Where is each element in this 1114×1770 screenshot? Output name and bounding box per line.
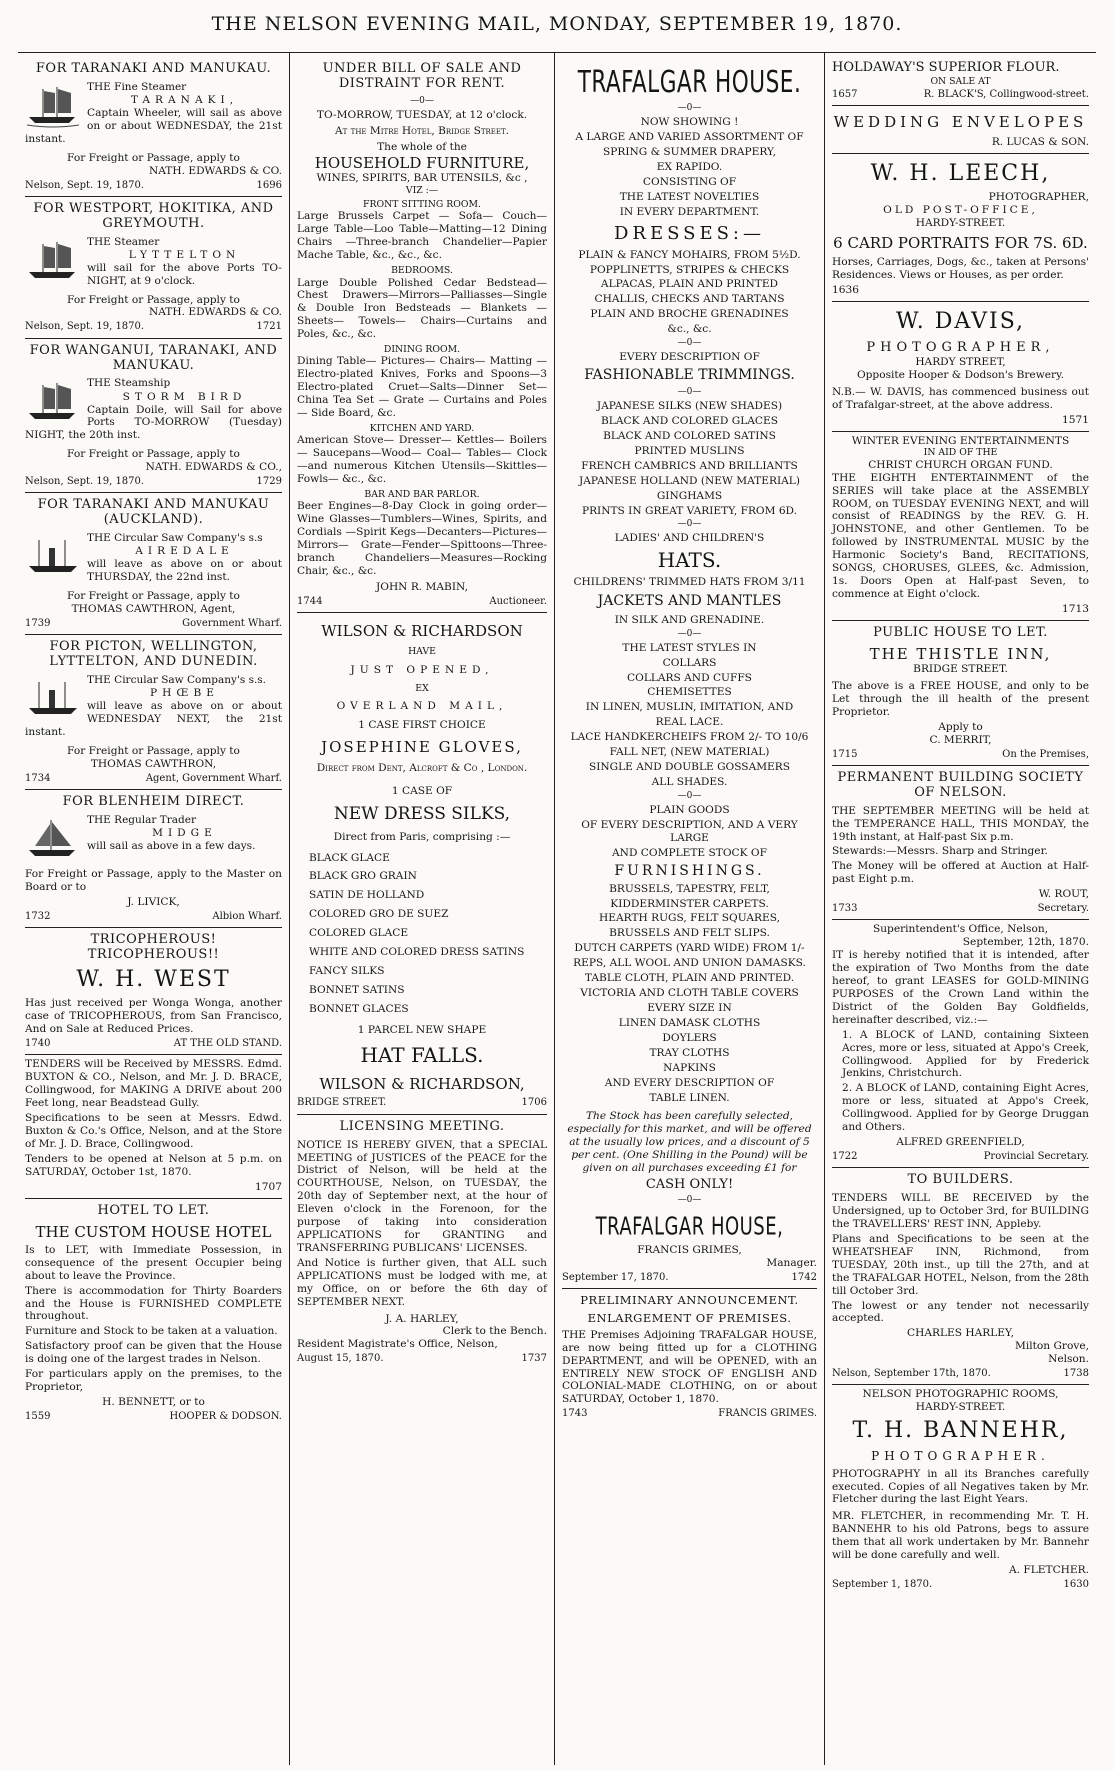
section-heading: BAR AND BAR PARLOR.	[364, 489, 480, 501]
list-item: PLAIN GOODS	[649, 803, 730, 816]
list-item: BONNET GLACES	[309, 1002, 409, 1015]
ad-trafalgar-house: TRAFALGAR HOUSE. —0— NOW SHOWING ! A LARGE AND VARIED ASSORTMENT OF SPRING & SUMMER DRAPERY, EX RAPIDO. CONSISTING OF THE LATEST NOVELTIES IN EVERY DEPARTMENT. DRESSES:— PLAIN & FANCY MOHAIRS, FROM 5½D. POPPLINETTS, STRIPES & CHECKS ALPACAS, PLAIN AND PRINTED CHALLIS, CHECKS AND TARTANS PLAIN AND BROCHE GRENADINES &c., &c. —0— EVERY DESCRIPTION OF FASHIONABLE TRIMMINGS. —0— JAPANESE SILKS (NEW SHADES) BLACK AND COLORED GLACES BLACK AND COLORED SATINS PRINTED MUSLINS FRENCH CAMBRICS AND BRILLIANTS JAPANESE HOLLAND (NEW MATERIAL) GINGHAMS PRINTS IN GREAT VARIETY, FROM 6D. —0— LADIES' AND CHILDREN'S HATS. CHILDRENS' TRIMMED HATS FROM 3/11 JACKETS AND MANTLES IN SILK AND GRENADINE. —0— THE LATEST STYLES IN COLLARS COLLARS AND CUFFS CHEMISETTES IN LINEN, MUSLIN, IMITATION, AND REAL LACE. LACE HANDKERCHEIFS FROM 2/- TO 10/6 FALL NET, (NEW MATERIAL) SINGLE AND DOUBLE GOSSAMERS ALL SHADES. —0— PLAIN GOODS OF EVERY DESCRIPTION, AND A VERY LARGE AND COMPLETE STOCK OF FURNISHINGS. BRUSSELS, TAPESTRY, FELT, KIDDERMINSTER CARPETS. HEARTH RUGS, FELT SQUARES, BRUSSELS AND FELT SLIPS. DUTCH CARPETS (YARD WIDE) FROM 1/- REPS, ALL WOOL AND UNION DAMASKS. TABLE CLOTH, PLAIN AND PRINTED. VICTORIA AND CLOTH TABLE COVERS EVERY SIZE IN LINEN DAMASK CLOTHS DOYLERS TRAY CLOTHS NAPKINS AND EVERY DESCRIPTION OF TABLE LINEN. The Stock has been carefully selected, especially for this market, and will be offered at the usually low prices, and a discount of 5 per cent. (One Shilling in the Pound) will be given on all purchases exceeding £1 for CASH ONLY! —0— TRAFALGAR HOUSE, FRANCIS GRIMES, Manager. September 17, 1870. 1742	[562, 57, 817, 1289]
list-item: BRUSSELS, TAPESTRY, FELT,	[609, 882, 770, 895]
ad-enlargement: PRELIMINARY ANNOUNCEMENT. ENLARGEMENT OF PREMISES. THE Premises Adjoining TRAFALGAR HOUSE, are now being fitted up for a CLOTHING DEPARTMENT, and will be OPENED, with an ENTIRELY NEW STOCK OF ENGLISH AND COLONIAL-MADE CLOTHING, on or about SATURDAY, October 1, 1870. 1743 FRANCIS GRIMES.	[562, 1293, 817, 1420]
ad-lyttelton: FOR WESTPORT, HOKITIKA, AND GREYMOUTH. THE Steamer LYTTELTON will sail for the above Ports TO-NIGHT, at 9 o'clock. For Freight or Passage, apply to NATH. EDWARDS & CO. Nelson, Sept. 19, 1870. 1721	[25, 197, 282, 339]
ad-airedale: FOR TARANAKI AND MANUKAU (AUCKLAND). THE Circular Saw Company's s.s AIREDALE will leave as above on or about THURSDAY, the 22nd inst. For Freight or Passage, apply to THOMAS CAWTHRON, Agent, 1739 Government Wharf.	[25, 493, 282, 635]
list-item: BLACK AND COLORED SATINS	[603, 429, 776, 442]
section-text: Large Double Polished Cedar Bedstead—Chest Drawers—Mirrors—Palliasses—Single & Double Iron Bedsteads — Blankets — Sheets— Towels— Chairs—Curtains and Poles, &c., &c.	[297, 276, 547, 341]
list-item: EVERY DESCRIPTION OF	[619, 351, 760, 364]
column-2	[290, 53, 555, 1765]
list-item: TABLE CLOTH, PLAIN AND PRINTED.	[584, 972, 795, 985]
ad-bannehr: NELSON PHOTOGRAPHIC ROOMS, HARDY-STREET. T. H. BANNEHR, PHOTOGRAPHER. PHOTOGRAPHY in all its Branches carefully executed. Copies of all Negatives taken by Mr. Fletcher during the last Eight Years. MR. FLETCHER, in recommending Mr. T. H. BANNEHR to his old Patrons, begs to assure them that all work undertaken by Mr. Bannehr will be done carefully and well. A. FLETCHER. September 1, 1870. 1630	[832, 1388, 1089, 1590]
list-item: WHITE AND COLORED DRESS SATINS	[309, 946, 525, 959]
ad-hotel-to-let: HOTEL TO LET. THE CUSTOM HOUSE HOTEL Is to LET, with Immediate Possession, in consequence of the present Occupier being about to leave the Province. There is accommodation for Thirty Boarders and the House is FURNISHED COMPLETE throughout. Furniture and Stock to be taken at a valuation. Satisfactory proof can be given that the House is doing one of the largest trades in Nelson. For particulars apply on the premises, to the Proprietor, H. BENNETT, or to 1559 HOOPER & DODSON.	[25, 1202, 282, 1422]
section-heading: FRONT SITTING ROOM.	[363, 199, 481, 211]
list-item: SATIN DE HOLLAND	[309, 889, 425, 902]
list-item: DOYLERS	[662, 1031, 717, 1044]
list-item: —0—	[677, 103, 702, 114]
list-item: HEARTH RUGS, FELT SQUARES,	[599, 912, 780, 925]
list-item: AND EVERY DESCRIPTION OF	[604, 1076, 775, 1089]
ad-heading: FOR TARANAKI AND MANUKAU.	[35, 61, 272, 76]
section-text: Dining Table— Pictures— Chairs— Matting — Electro-plated Knives, Forks and Spoons—3 Electro-plated Cruet—Salts—Dinner Set—China Tea Set — Grate — Curtains and Poles— Side Board, &c.	[297, 355, 547, 420]
list-item: OF EVERY DESCRIPTION, AND A VERY LARGE	[581, 818, 798, 844]
list-item: TABLE LINEN.	[649, 1091, 730, 1104]
list-item: ALPACAS, PLAIN AND PRINTED	[600, 278, 779, 291]
list-item: DUTCH CARPETS (YARD WIDE) FROM 1/-	[574, 942, 805, 955]
ad-winter-entertainments: WINTER EVENING ENTERTAINMENTS IN AID OF THE CHRIST CHURCH ORGAN FUND. THE EIGHTH ENTERTAINMENT of the SERIES will take place at the ASSEMBLY ROOM, on TUESDAY EVENING NEXT, and will consist of READINGS by the REV. G. H. JOHNSTONE, and other Gentlemen. To be followed by INSTRUMENTAL MUSIC by the Harmonic Society's Band, RECITATIONS, SONGS, CHORUSES, GLEES, &c. Admission, 1s. Doors Open at Half-past Seven, to commence at Eight o'clock. 1713	[832, 432, 1089, 621]
section-text: Beer Engines—8-Day Clock in going order—Wine Glasses—Tumblers—Wines, Spirits, and Cordials —Spirit Kegs—Decanters—Pictures—Mirrors— Grate—Fender—Spittoons—Three-branch Chandeliers—Measures—Rocking Chair, &c., &c.	[297, 500, 547, 577]
column-4	[825, 53, 1096, 1765]
list-item: BLACK GLACE	[309, 851, 390, 864]
ad-public-house: PUBLIC HOUSE TO LET. THE THISTLE INN, BRIDGE STREET. The above is a FREE HOUSE, and only to be Let through the ill health of the present Proprietor. Apply to C. MERRIT, 1715 On the Premises,	[832, 621, 1089, 766]
list-item: NAPKINS	[663, 1061, 716, 1074]
sale-sections	[297, 199, 547, 578]
ad-licensing-meeting: LICENSING MEETING. NOTICE IS HEREBY GIVEN, that a SPECIAL MEETING of JUSTICES of the PEACE for the District of Nelson, will be held at the COURTHOUSE, Nelson, on TUESDAY, the 20th day of September next, at the hour of Eleven o'clock in the Forenoon, for the purpose of taking into consideration APPLICATIONS for GRANTING and TRANSFERRING PUBLICANS' LICENSES. And Notice is further given, that ALL such APPLICATIONS must be lodged with me, at my Office, on or before the 6th day of SEPTEMBER NEXT. J. A. HARLEY, Clerk to the Bench. Resident Magistrate's Office, Nelson, August 15, 1870. 1737	[297, 1118, 547, 1365]
list-item: KIDDERMINSTER CARPETS.	[610, 897, 769, 910]
list-item: BRUSSELS AND FELT SLIPS.	[609, 927, 770, 940]
ship-icon	[25, 379, 81, 425]
list-item: AND COMPLETE STOCK OF	[612, 846, 767, 859]
list-item: COLORED GRO DE SUEZ	[309, 908, 449, 921]
ad-storm-bird: FOR WANGANUI, TARANAKI, AND MANUKAU. THE Steamship STORM BIRD Captain Doile, will Sail for above Ports TO-MORROW (Tuesday) NIGHT, the 20th inst. For Freight or Passage, apply to NATH. EDWARDS & CO., Nelson, Sept. 19, 1870. 1729	[25, 339, 282, 494]
list-item: COLORED GLACE	[309, 927, 409, 940]
ship-name: TARANAKI,	[130, 94, 239, 107]
ad-to-builders: TO BUILDERS. TENDERS WILL BE RECEIVED by the Undersigned, up to October 3rd, for BUILDING the TRAVELLERS' REST INN, Appleby. Plans and Specifications to be seen at the WHEATSHEAF INN, Richmond, from TUESDAY, 20th inst., up till the 27th, and at the TRAFALGAR HOTEL, Nelson, from the 28th till October 3rd. The lowest or any tender not necessarily accepted. CHARLES HARLEY, Milton Grove, Nelson. Nelson, September 17th, 1870. 1738	[832, 1168, 1089, 1385]
ad-flour: HOLDAWAY'S SUPERIOR FLOUR. ON SALE AT 1657 R. BLACK'S, Collingwood-street.	[832, 57, 1089, 106]
list-item: —0—	[677, 387, 702, 398]
advertiser-name: W. H. WEST	[76, 966, 231, 992]
list-item: CONSISTING OF	[642, 175, 737, 188]
list-item: IN SILK AND GRENADINE.	[614, 613, 765, 626]
list-item: EX RAPIDO.	[656, 161, 723, 173]
ad-bill-of-sale: UNDER BILL OF SALE AND DISTRAINT FOR RENT. —0— TO-MORROW, TUESDAY, at 12 o'clock. At the Mitre Hotel, Bridge Street. The whole of the HOUSEHOLD FURNITURE, WINES, SPIRITS, BAR UTENSILS, &c , VIZ :— FRONT SITTING ROOM. Large Brussels Carpet — Sofa— Couch—Large Table—Loo Table—Matting—12 Dining Chairs —Three-branch Chandelier—Papier Mache Table, &c., &c., &c. BEDROOMS. Large Double Polished Cedar Bedstead—Chest Drawers—Mirrors—Palliasses—Single & Double Iron Bedsteads — Blankets — Sheets— Towels— Chairs—Curtains and Poles, &c., &c. DINING ROOM. Dining Table— Pictures— Chairs— Matting — Electro-plated Knives, Forks and Spoons—3 Electro-plated Cruet—Salts—Dinner Set—China Tea Set — Grate — Curtains and Poles— Side Board, &c. KITCHEN AND YARD. American Stove— Dresser— Kettles— Boilers— Saucepans—Wood— Coal— Tables— Clock—and numerous Kitchen Utensils—Skittles—Fowls— &c., &c. BAR AND BAR PARLOR. Beer Engines—8-Day Clock in going order—Wine Glasses—Tumblers—Wines, Spirits, and Cordials —Spirit Kegs—Decanters—Pictures—Mirrors— Grate—Fender—Spittoons—Three-branch Chandeliers—Measures—Rocking Chair, &c., &c. JOHN R. MABIN, 1744 Auctioneer.	[297, 57, 547, 613]
list-item: PLAIN & FANCY MOHAIRS, FROM 5½D.	[578, 248, 801, 261]
list-item: BLACK AND COLORED GLACES	[601, 415, 778, 428]
section-text: Large Brussels Carpet — Sofa— Couch—Large Table—Loo Table—Matting—12 Dining Chairs —Three-branch Chandelier—Papier Mache Table, &c., &c., &c.	[297, 210, 547, 262]
ship-icon	[25, 816, 81, 862]
list-item: BLACK GRO GRAIN	[309, 870, 417, 883]
ad-davis: W. DAVIS, PHOTOGRAPHER, HARDY STREET, Opposite Hooper & Dodson's Brewery. N.B.— W. DAVIS, has commenced business out of Trafalgar-street, at the above address. 1571	[832, 302, 1089, 431]
list-item: REAL LACE.	[655, 716, 724, 729]
list-item: FRENCH CAMBRICS AND BRILLIANTS	[581, 459, 798, 472]
list-item: THE LATEST STYLES IN	[622, 641, 757, 654]
silk-list	[309, 852, 547, 1016]
list-item: CHEMISETTES	[647, 686, 732, 699]
list-item: REPS, ALL WOOL AND UNION DAMASKS.	[573, 957, 806, 970]
list-item: —0—	[677, 628, 702, 639]
steamer-icon	[25, 676, 81, 722]
list-item: NOW SHOWING !	[640, 116, 739, 129]
newspaper-page	[18, 52, 1096, 1765]
ad-taranaki: FOR TARANAKI AND MANUKAU. THE Fine Steamer TARANAKI, Captain Wheeler, will sail as above on or about WEDNESDAY, the 21st instant. For Freight or Passage, apply to NATH. EDWARDS & CO. Nelson, Sept. 19, 1870. 1696	[25, 57, 282, 197]
ad-tricopherous: TRICOPHEROUS! TRICOPHEROUS!! W. H. WEST Has just received per Wonga Wonga, another case of TRICOPHEROUS, from San Francisco, And on Sale at Reduced Prices. 1740 AT THE OLD STAND.	[25, 928, 282, 1056]
list-item: PRINTED MUSLINS	[634, 444, 745, 457]
section-text: American Stove— Dresser— Kettles— Boilers— Saucepans—Wood— Coal— Tables— Clock—and numerous Kitchen Utensils—Skittles—Fowls— &c., &c.	[297, 434, 547, 486]
ship-icon	[25, 238, 81, 284]
list-item: COLLARS AND CUFFS	[627, 671, 752, 684]
list-item: —0—	[677, 790, 702, 801]
list-item: PLAIN AND BROCHE GRENADINES	[590, 308, 789, 321]
section-heading: DINING ROOM.	[383, 344, 461, 356]
trafalgar-title: TRAFALGAR HOUSE.	[577, 64, 802, 100]
ad-gold-mining-leases: Superintendent's Office, Nelson, September, 12th, 1870. IT is hereby notified that it is intended, after the expiration of Two Months from the date hereof, to grant LEASES for GOLD-MINING PURPOSES of the Crown Land within the District of the Golden Bay Goldfields, hereinafter described, viz.:— 1. A BLOCK of LAND, containing Sixteen Acres, more or less, situated at Appo's Creek, Collingwood. Applied for by Frederick Jenkins, Christchurch. 2. A BLOCK of LAND, containing Eight Acres, more or less, situated at Appo's Creek, Collingwood. Applied for by George Druggan and Others. ALFRED GREENFIELD, 1722 Provincial Secretary.	[832, 920, 1089, 1168]
list-item: PRINTS IN GREAT VARIETY, FROM 6D.	[581, 504, 798, 517]
ad-wedding-envelopes: WEDDING ENVELOPES R. LUCAS & SON.	[832, 106, 1089, 153]
list-item: LINEN DAMASK CLOTHS	[618, 1016, 761, 1029]
list-item: LADIES' AND CHILDREN'S	[614, 532, 765, 545]
ad-tenders-drive: TENDERS will be Received by MESSRS. Edmd. BUXTON & CO., Nelson, and Mr. J. D. BRACE, Collingwood, for MAKING A DRIVE about 200 Feet long, near Beadstead Gully. Specifications to be seen at Messrs. Edwd. Buxton & Co.'s Office, Nelson, and at the Store of Mr. J. D. Brace, Collingwood. Tenders to be opened at Nelson at 5 p.m. on SATURDAY, October 1st, 1870. 1707	[25, 1055, 282, 1198]
list-item: CHILDRENS' TRIMMED HATS FROM 3/11	[573, 575, 806, 588]
ship-icon	[25, 83, 81, 129]
ad-midge: FOR BLENHEIM DIRECT. THE Regular Trader MIDGE will sail as above in a few days. For Freight or Passage, apply to the Master on Board or to J. LIVICK, 1732 Albion Wharf.	[25, 790, 282, 928]
list-item: IN EVERY DEPARTMENT.	[619, 205, 760, 218]
ad-building-society: PERMANENT BUILDING SOCIETY OF NELSON. THE SEPTEMBER MEETING will be held at the TEMPERANCE HALL, THIS MONDAY, the 19th instant, at Half-past Six p.m. Stewards:—Messrs. Sharp and Stringer. The Money will be offered at Auction at Half-past Eight p.m. W. ROUT, 1733 Secretary.	[832, 766, 1089, 921]
ad-leech: W. H. LEECH, PHOTOGRAPHER, OLD POST-OFFICE, HARDY-STREET. 6 CARD PORTRAITS FOR 7S. 6D. Horses, Carriages, Dogs, &c., taken at Persons' Residences. Views or Houses, as per order. 1636	[832, 154, 1089, 303]
list-item: GINGHAMS	[656, 489, 723, 502]
list-item: FALL NET, (NEW MATERIAL)	[609, 746, 770, 759]
list-item: BONNET SATINS	[309, 984, 405, 996]
list-item: —0—	[677, 338, 702, 349]
steamer-icon	[25, 534, 81, 580]
list-item: JAPANESE HOLLAND (NEW MATERIAL)	[579, 474, 800, 487]
list-item: POPPLINETTS, STRIPES & CHECKS	[589, 263, 790, 276]
list-item: ALL SHADES.	[651, 775, 728, 788]
ad-phoebe: FOR PICTON, WELLINGTON, LYTTELTON, AND DUNEDIN. THE Circular Saw Company's s.s. PHŒBE will leave as above on or about WEDNESDAY NEXT, the 21st instant. For Freight or Passage, apply to THOMAS CAWTHRON, 1734 Agent, Government Wharf.	[25, 635, 282, 790]
list-item: JAPANESE SILKS (NEW SHADES)	[596, 400, 783, 413]
list-item: CHALLIS, CHECKS AND TARTANS	[594, 293, 785, 306]
masthead: THE NELSON EVENING MAIL, MONDAY, SEPTEMBER 19, 1870.	[211, 13, 903, 35]
list-item: SPRING & SUMMER DRAPERY,	[602, 146, 777, 159]
list-item: A LARGE AND VARIED ASSORTMENT OF	[575, 131, 804, 144]
list-item: THE LATEST NOVELTIES	[619, 190, 760, 203]
list-item: FANCY SILKS	[309, 965, 385, 978]
list-item: IN LINEN, MUSLIN, IMITATION, AND	[585, 701, 794, 714]
list-item: —0—	[677, 519, 702, 530]
section-heading: BEDROOMS.	[391, 265, 453, 277]
list-item: LACE HANDKERCHEIFS FROM 2/- TO 10/6	[570, 731, 809, 744]
ad-wilson-richardson: WILSON & RICHARDSON HAVE JUST OPENED, EX OVERLAND MAIL, 1 CASE FIRST CHOICE JOSEPHINE GLOVES, Direct from Dent, Alcroft & Co , London. 1 CASE OF NEW DRESS SILKS, Direct from Paris, comprising :— BLACK GLACE BLACK GRO GRAIN SATIN DE HOLLAND COLORED GRO DE SUEZ COLORED GLACE WHITE AND COLORED DRESS SATINS FANCY SILKS BONNET SATINS BONNET GLACES 1 PARCEL NEW SHAPE HAT FALLS. WILSON & RICHARDSON, BRIDGE STREET. 1706	[297, 613, 547, 1115]
column-3	[555, 53, 825, 1765]
column-1	[18, 53, 290, 1765]
list-item: COLLARS	[662, 656, 717, 669]
list-item: TRAY CLOTHS	[649, 1046, 730, 1059]
list-item: &c., &c.	[667, 323, 712, 336]
list-item: SINGLE AND DOUBLE GOSSAMERS	[588, 761, 791, 774]
list-item: EVERY SIZE IN	[647, 1001, 732, 1014]
section-heading: KITCHEN AND YARD.	[369, 423, 475, 435]
list-item: VICTORIA AND CLOTH TABLE COVERS	[580, 987, 799, 1000]
